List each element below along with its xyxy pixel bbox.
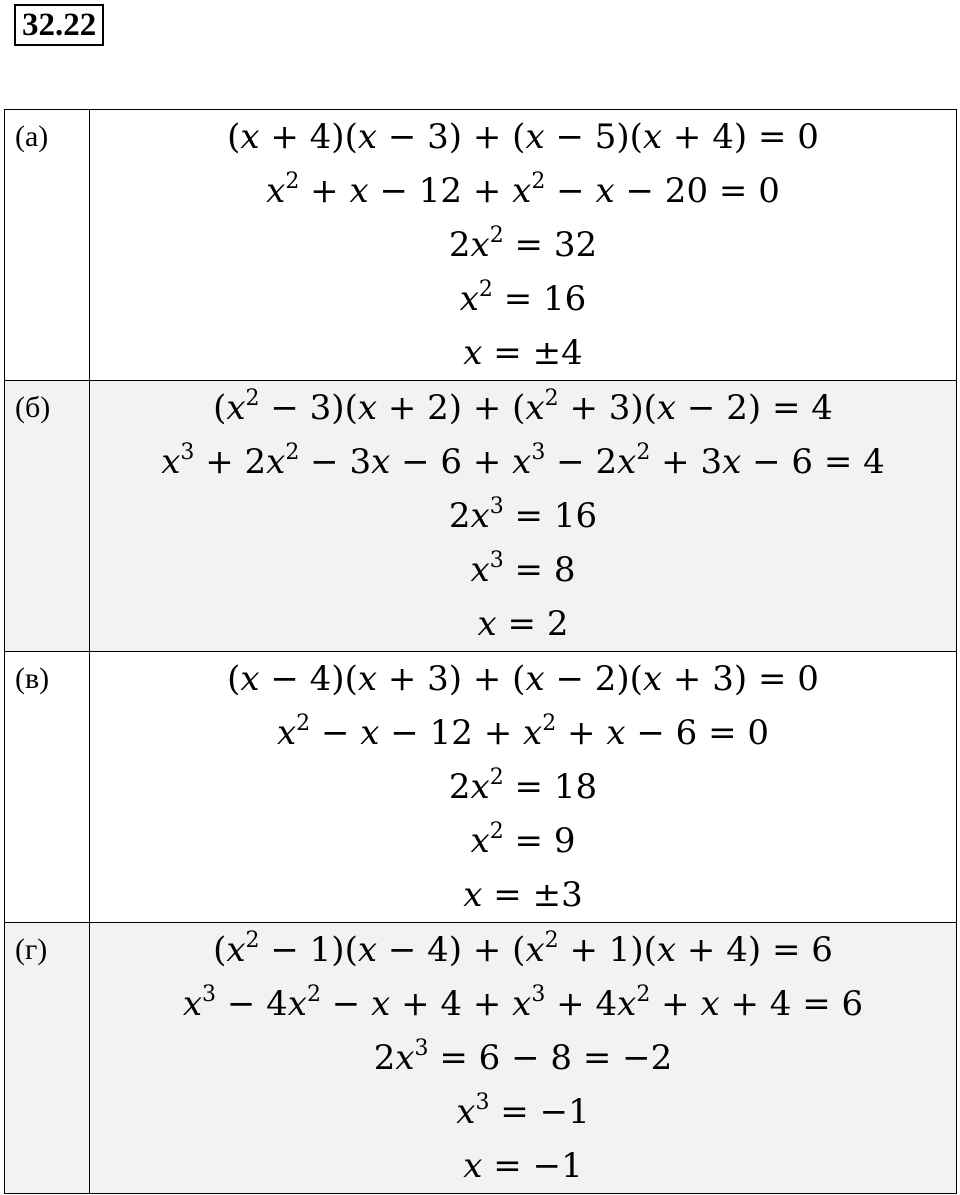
equation-step: $x^2 - x - 12 + x^2 + x - 6 = 0$	[276, 711, 770, 753]
solution-row	[5, 652, 957, 923]
solution-row	[5, 381, 957, 652]
part-label: (а)	[15, 120, 49, 153]
part-label: (г)	[15, 933, 48, 966]
solution-steps-cell	[90, 652, 957, 923]
equation-step: $x^3 = -1$	[456, 1090, 590, 1132]
equation-step: $x^3 = 8$	[470, 548, 576, 590]
part-label-cell	[5, 381, 90, 652]
equation-step: (x + 4)(x − 3) + (x − 5)(x + 4) = 0	[227, 117, 819, 157]
solution-row	[5, 923, 957, 1194]
equation-step: (x − 4)(x + 3) + (x − 2)(x + 3) = 0	[227, 659, 819, 699]
equation-step: $x^2 = 9$	[470, 819, 576, 861]
equation-step: $x^3 + 2x^2 - 3x - 6 + x^3 - 2x^2 + 3x - 6 = 4$	[161, 440, 885, 482]
equation-step: $(x^2 - 1)(x - 4) + (x^2 + 1)(x + 4) = 6$	[213, 928, 833, 970]
solution-steps-cell	[90, 110, 957, 381]
equation-step: $2x^2 = 32$	[448, 223, 598, 265]
part-label-cell	[5, 652, 90, 923]
equation-step: $2x^3 = 16$	[448, 494, 598, 536]
solution-rows	[5, 110, 957, 1194]
equation-step: $x^2 + x - 12 + x^2 - x - 20 = 0$	[266, 169, 780, 211]
equation-step: $(x^2 - 3)(x + 2) + (x^2 + 3)(x - 2) = 4$	[213, 386, 833, 428]
equation-step: x = −1	[463, 1146, 583, 1186]
part-label: (б)	[15, 391, 51, 424]
equation-step: x = ±4	[463, 333, 583, 373]
solution-table	[4, 109, 957, 1194]
equation-step: $x^3 - 4x^2 - x + 4 + x^3 + 4x^2 + x + 4 = 6$	[182, 982, 864, 1024]
equation-step: $2x^3 = 6 - 8 = -2$	[373, 1036, 673, 1078]
part-label-cell	[5, 923, 90, 1194]
solution-row	[5, 110, 957, 381]
equation-step: x = 2	[477, 604, 569, 644]
solution-steps-cell	[90, 381, 957, 652]
equation-step: $x^2 = 16$	[459, 277, 587, 319]
problem-number: 32.22	[14, 4, 104, 46]
solution-steps-cell	[90, 923, 957, 1194]
equation-step: x = ±3	[463, 875, 583, 915]
part-label: (в)	[15, 662, 50, 695]
equation-step: $2x^2 = 18$	[448, 765, 598, 807]
part-label-cell	[5, 110, 90, 381]
